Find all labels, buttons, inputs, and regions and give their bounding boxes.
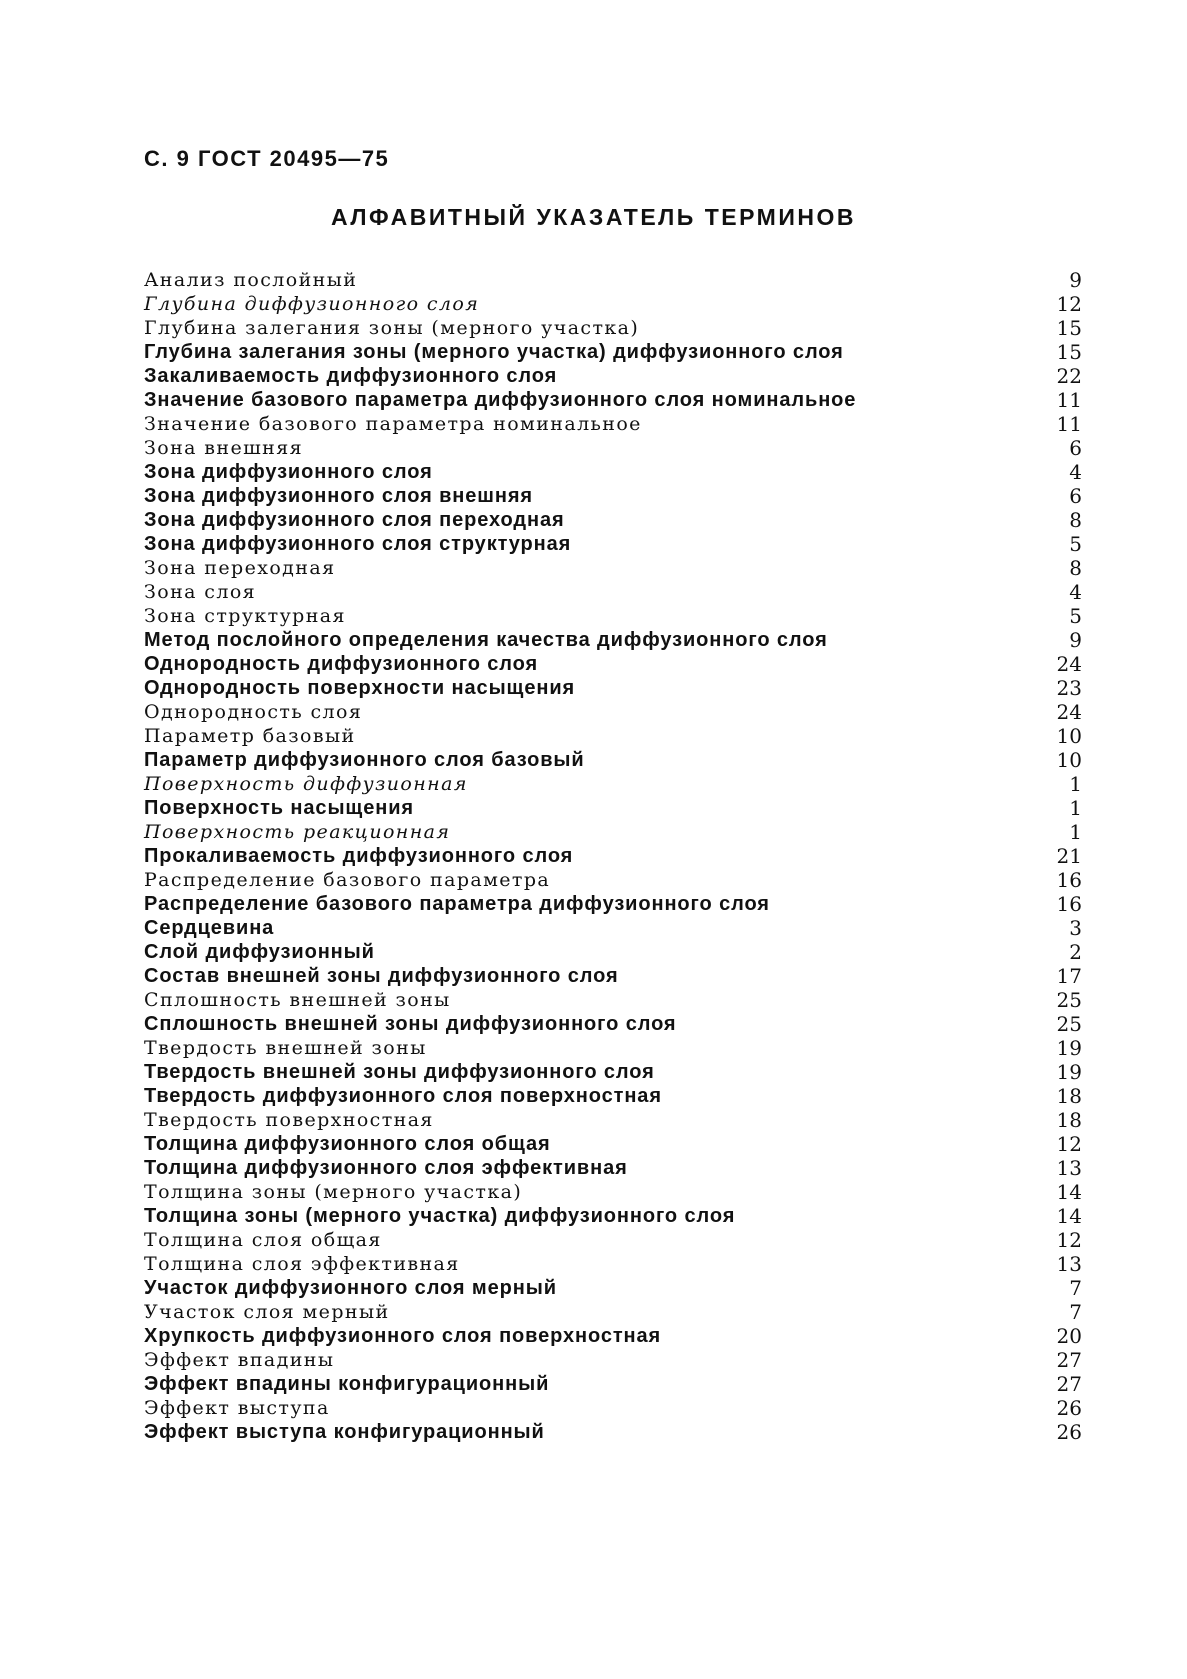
index-entry <box>144 412 1082 436</box>
index-entry <box>144 1036 1082 1060</box>
index-entry <box>144 892 1082 916</box>
index-entry <box>144 1060 1082 1084</box>
term-index-list <box>144 268 1082 1444</box>
index-entry <box>144 1204 1082 1228</box>
index-entry <box>144 940 1082 964</box>
index-term: Глубина залегания зоны (мерного участка) диффузионного слоя <box>144 341 844 363</box>
index-entry <box>144 1396 1082 1420</box>
index-entry <box>144 580 1082 604</box>
index-term: Однородность поверхности насыщения <box>144 677 576 699</box>
index-term: Состав внешней зоны диффузионного слоя <box>144 965 619 987</box>
index-term-number: 21 <box>1056 844 1082 868</box>
index-entry <box>144 724 1082 748</box>
index-term: Зона внешняя <box>144 437 304 459</box>
index-term-number: 12 <box>1056 292 1082 316</box>
index-term-number: 9 <box>1069 268 1082 292</box>
index-term: Распределение базового параметра диффузионного слоя <box>144 893 770 915</box>
index-entry <box>144 604 1082 628</box>
index-entry <box>144 1300 1082 1324</box>
index-term: Твердость поверхностная <box>144 1109 434 1131</box>
index-term: Глубина залегания зоны (мерного участка) <box>144 317 640 339</box>
index-term-number: 19 <box>1056 1060 1082 1084</box>
index-entry <box>144 796 1082 820</box>
index-term-number: 19 <box>1056 1036 1082 1060</box>
index-term-number: 23 <box>1056 676 1082 700</box>
index-entry <box>144 460 1082 484</box>
index-term-number: 2 <box>1069 940 1082 964</box>
index-term-number: 6 <box>1069 484 1082 508</box>
index-term: Зона переходная <box>144 557 336 579</box>
index-term: Значение базового параметра диффузионного слоя номинальное <box>144 389 857 411</box>
index-entry <box>144 1324 1082 1348</box>
index-term: Метод послойного определения качества диффузионного слоя <box>144 629 828 651</box>
index-term: Зона диффузионного слоя переходная <box>144 509 565 531</box>
index-entry <box>144 628 1082 652</box>
index-entry <box>144 532 1082 556</box>
index-term: Эффект впадины конфигурационный <box>144 1373 550 1395</box>
index-term: Хрупкость диффузионного слоя поверхностная <box>144 1325 662 1347</box>
index-term: Прокаливаемость диффузионного слоя <box>144 845 574 867</box>
index-term: Зона диффузионного слоя <box>144 461 433 483</box>
index-term-number: 11 <box>1056 388 1082 412</box>
index-term: Глубина диффузионного слоя <box>144 293 480 315</box>
index-term: Параметр базовый <box>144 725 356 747</box>
index-term-number: 13 <box>1056 1252 1082 1276</box>
index-term: Толщина диффузионного слоя эффективная <box>144 1157 628 1179</box>
index-entry <box>144 364 1082 388</box>
index-term-number: 1 <box>1069 820 1082 844</box>
index-entry <box>144 436 1082 460</box>
index-term-number: 4 <box>1069 460 1082 484</box>
index-term: Твердость внешней зоны <box>144 1037 427 1059</box>
index-term-number: 1 <box>1069 772 1082 796</box>
index-term-number: 6 <box>1069 436 1082 460</box>
index-term-number: 25 <box>1056 1012 1082 1036</box>
index-term-number: 15 <box>1056 316 1082 340</box>
index-term: Поверхность реакционная <box>144 821 451 843</box>
index-term: Параметр диффузионного слоя базовый <box>144 749 585 771</box>
index-term-number: 22 <box>1056 364 1082 388</box>
index-entry <box>144 556 1082 580</box>
index-entry <box>144 268 1082 292</box>
index-term-number: 25 <box>1056 988 1082 1012</box>
index-term: Сплошность внешней зоны диффузионного слоя <box>144 1013 677 1035</box>
index-term: Толщина слоя эффективная <box>144 1253 460 1275</box>
index-entry <box>144 844 1082 868</box>
index-term: Толщина слоя общая <box>144 1229 382 1251</box>
index-term: Эффект выступа конфигурационный <box>144 1421 545 1443</box>
index-entry <box>144 820 1082 844</box>
index-entry <box>144 316 1082 340</box>
index-entry <box>144 292 1082 316</box>
page-header: С. 9 ГОСТ 20495—75 <box>144 146 390 171</box>
index-term: Распределение базового параметра <box>144 869 551 891</box>
page-title: АЛФАВИТНЫЙ УКАЗАТЕЛЬ ТЕРМИНОВ <box>331 204 856 230</box>
index-term: Твердость внешней зоны диффузионного слоя <box>144 1061 655 1083</box>
index-term-number: 3 <box>1069 916 1082 940</box>
index-term-number: 4 <box>1069 580 1082 604</box>
index-term-number: 8 <box>1069 508 1082 532</box>
index-term: Закаливаемость диффузионного слоя <box>144 365 558 387</box>
index-term: Твердость диффузионного слоя поверхностная <box>144 1085 662 1107</box>
index-entry <box>144 484 1082 508</box>
index-term: Зона диффузионного слоя внешняя <box>144 485 533 507</box>
index-term-number: 10 <box>1056 724 1082 748</box>
index-entry <box>144 1156 1082 1180</box>
index-entry <box>144 1132 1082 1156</box>
index-term: Эффект выступа <box>144 1397 330 1419</box>
index-term-number: 7 <box>1069 1276 1082 1300</box>
index-term-number: 15 <box>1056 340 1082 364</box>
index-entry <box>144 1276 1082 1300</box>
index-term-number: 26 <box>1056 1396 1082 1420</box>
index-term-number: 18 <box>1056 1108 1082 1132</box>
index-entry <box>144 508 1082 532</box>
index-term: Анализ послойный <box>144 269 358 291</box>
index-term-number: 10 <box>1056 748 1082 772</box>
index-term: Однородность слоя <box>144 701 363 723</box>
index-term-number: 18 <box>1056 1084 1082 1108</box>
index-entry <box>144 748 1082 772</box>
index-term-number: 7 <box>1069 1300 1082 1324</box>
index-entry <box>144 868 1082 892</box>
index-term: Поверхность насыщения <box>144 797 414 819</box>
index-term-number: 13 <box>1056 1156 1082 1180</box>
index-entry <box>144 916 1082 940</box>
index-entry <box>144 340 1082 364</box>
index-term-number: 20 <box>1056 1324 1082 1348</box>
index-entry <box>144 388 1082 412</box>
index-term: Сплошность внешней зоны <box>144 989 451 1011</box>
index-entry <box>144 1012 1082 1036</box>
index-term-number: 27 <box>1056 1348 1082 1372</box>
index-term: Зона структурная <box>144 605 346 627</box>
index-term-number: 26 <box>1056 1420 1082 1444</box>
index-entry <box>144 1180 1082 1204</box>
index-term-number: 12 <box>1056 1132 1082 1156</box>
index-term-number: 12 <box>1056 1228 1082 1252</box>
index-term-number: 16 <box>1056 868 1082 892</box>
index-entry <box>144 1420 1082 1444</box>
index-term-number: 8 <box>1069 556 1082 580</box>
index-term: Участок диффузионного слоя мерный <box>144 1277 557 1299</box>
index-term: Однородность диффузионного слоя <box>144 653 539 675</box>
index-term: Сердцевина <box>144 917 275 939</box>
index-term: Толщина зоны (мерного участка) диффузионного слоя <box>144 1205 736 1227</box>
index-term: Участок слоя мерный <box>144 1301 390 1323</box>
index-term-number: 11 <box>1056 412 1082 436</box>
index-entry <box>144 1108 1082 1132</box>
index-term: Толщина диффузионного слоя общая <box>144 1133 551 1155</box>
index-term-number: 5 <box>1069 604 1082 628</box>
index-term: Зона диффузионного слоя структурная <box>144 533 572 555</box>
index-entry <box>144 652 1082 676</box>
index-entry <box>144 1348 1082 1372</box>
index-term-number: 14 <box>1056 1180 1082 1204</box>
index-entry <box>144 772 1082 796</box>
index-entry <box>144 700 1082 724</box>
index-term-number: 24 <box>1056 700 1082 724</box>
index-term: Толщина зоны (мерного участка) <box>144 1181 523 1203</box>
index-term: Зона слоя <box>144 581 257 603</box>
index-entry <box>144 964 1082 988</box>
index-term-number: 9 <box>1069 628 1082 652</box>
index-entry <box>144 1084 1082 1108</box>
index-entry <box>144 676 1082 700</box>
index-term-number: 14 <box>1056 1204 1082 1228</box>
index-term: Слой диффузионный <box>144 941 375 963</box>
index-term-number: 24 <box>1056 652 1082 676</box>
index-term-number: 27 <box>1056 1372 1082 1396</box>
index-term-number: 5 <box>1069 532 1082 556</box>
index-term-number: 17 <box>1056 964 1082 988</box>
index-term: Эффект впадины <box>144 1349 335 1371</box>
index-term: Поверхность диффузионная <box>144 773 468 795</box>
index-term-number: 1 <box>1069 796 1082 820</box>
index-entry <box>144 1252 1082 1276</box>
index-term: Значение базового параметра номинальное <box>144 413 642 435</box>
index-entry <box>144 1372 1082 1396</box>
index-entry <box>144 988 1082 1012</box>
index-entry <box>144 1228 1082 1252</box>
index-term-number: 16 <box>1056 892 1082 916</box>
